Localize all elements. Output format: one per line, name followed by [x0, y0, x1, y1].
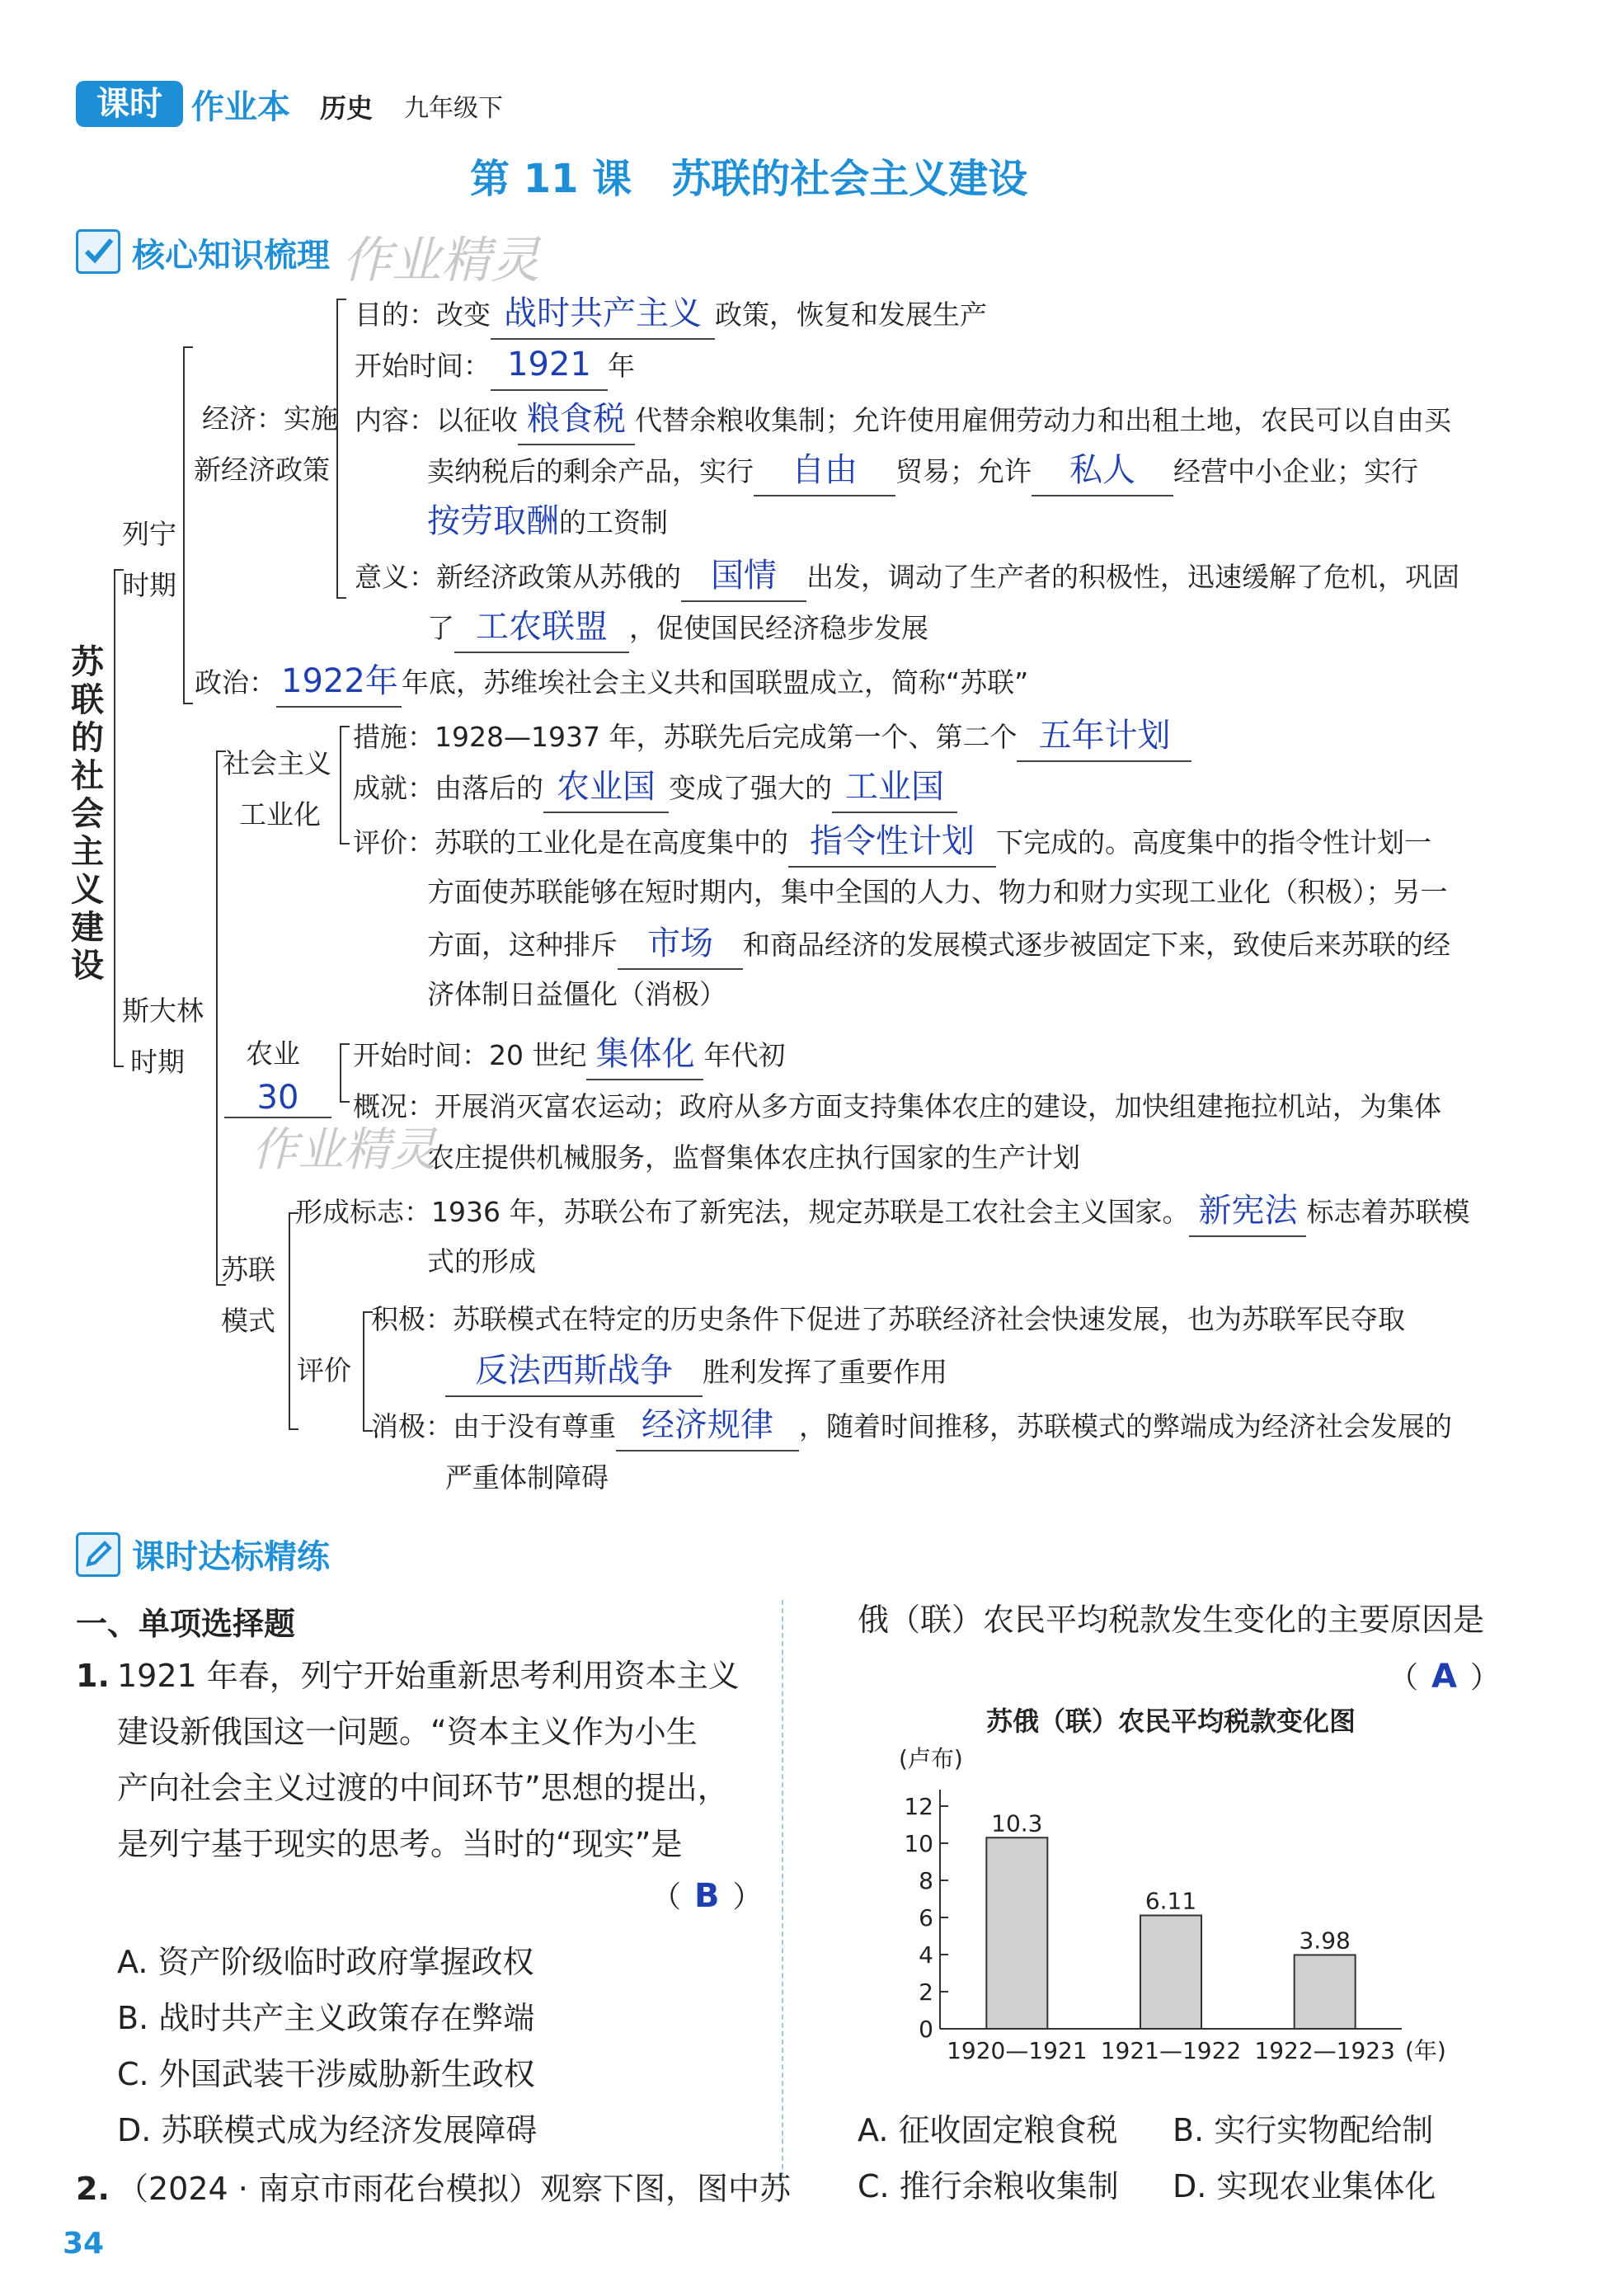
model-negative: 消极：由于没有尊重 经济规律 ，随着时间推移，苏联模式的弊端成为经济社会发展的 [371, 1400, 1452, 1451]
y-axis-label: (卢布) [899, 1745, 963, 1772]
econ-label-b: 新经济政策 [194, 454, 330, 486]
header-grade: 九年级下 [404, 94, 503, 123]
q2-option-b[interactable]: B. 实行实物配给制 [1173, 2112, 1434, 2148]
ind-evaluation-2: 方面使苏联能够在短时期内，集中全国的人力、物力和财力实现工业化（积极）；另一 [427, 876, 1448, 908]
q2-option-d[interactable]: D. 实现农业集体化 [1173, 2168, 1436, 2204]
q1-line: 产向社会主义过渡的中间环节”思想的提出， [117, 1770, 729, 1806]
bar [1140, 1916, 1201, 2029]
politics: 政治： 1922年 年底，苏维埃社会主义共和国联盟成立，简称“苏联” [195, 656, 1028, 708]
q2-line: （2024 · 南京市雨花台模拟）观察下图，图中苏 [117, 2171, 791, 2207]
model-label-b: 模式 [221, 1305, 275, 1337]
model-negative-2: 严重体制障碍 [445, 1461, 609, 1494]
x-tick-label: 1920—1921 [947, 2037, 1088, 2064]
q1-option-c[interactable]: C. 外国武装干涉威胁新生政权 [117, 2056, 535, 2092]
q1-option-a[interactable]: A. 资产阶级临时政府掌握政权 [117, 1944, 534, 1980]
q1-number: 1. [76, 1658, 110, 1694]
ind-evaluation: 评价：苏联的工业化是在高度集中的 指令性计划 下完成的。高度集中的指令性计划一 [353, 816, 1431, 868]
x-axis-unit: (年) [1405, 2037, 1446, 2064]
q2-answer-bracket: （ A ） [1389, 1658, 1500, 1696]
q1-line: 建设新俄国这一问题。“资本主义作为小生 [117, 1714, 698, 1750]
column-divider [782, 1600, 783, 2194]
ind-achievement: 成就：由落后的 农业国 变成了强大的 工业国 [353, 762, 957, 813]
tax-bar-chart [874, 1707, 1468, 2087]
section-title-knowledge: 核心知识梳理 [132, 237, 330, 275]
page-number: 34 [63, 2227, 105, 2261]
bar-value-label: 6.11 [1144, 1887, 1197, 1915]
bar-value-label: 3.98 [1299, 1927, 1351, 1955]
chart-title: 苏俄（联）农民平均税款变化图 [985, 1707, 1356, 1737]
bar [1295, 1955, 1356, 2029]
model-positive: 积极：苏联模式在特定的历史条件下促进了苏联经济社会快速发展，也为苏联军民夺取 [371, 1303, 1405, 1335]
header-title: 作业本 [191, 88, 290, 126]
q1-line: 是列宁基于现实的思考。当时的“现实”是 [117, 1826, 683, 1862]
y-tick-label: 4 [919, 1941, 933, 1969]
agri-score: 30 [224, 1079, 331, 1118]
agri-desc-2: 农庄提供机械服务，监督集体农庄执行国家的生产计划 [427, 1141, 1080, 1174]
industry-label-a: 社会主义 [223, 747, 331, 779]
agri-label: 农业 [246, 1037, 300, 1070]
logo: 课时 [76, 81, 183, 127]
model-positive-2: 反法西斯战争 胜利发挥了重要作用 [445, 1346, 947, 1397]
model-label-a: 苏联 [221, 1254, 275, 1286]
y-tick-label: 2 [919, 1978, 933, 2006]
stalin-label-b: 时期 [130, 1046, 185, 1078]
part-heading: 一、单项选择题 [76, 1606, 296, 1642]
nep-goal: 目的：改变 战时共产主义 政策，恢复和发展生产 [355, 289, 987, 340]
y-tick-label: 12 [904, 1793, 933, 1820]
pencil-icon [76, 1532, 120, 1577]
q2-option-a[interactable]: A. 征收固定粮食税 [858, 2112, 1118, 2148]
bar-value-label: 10.3 [991, 1809, 1043, 1837]
section-title-practice: 课时达标精练 [132, 1538, 330, 1576]
agri-start: 开始时间：20 世纪 集体化 年代初 [353, 1029, 785, 1080]
nep-content: 内容：以征收 粮食税 代替余粮收集制；允许使用雇佣劳动力和出租土地，农民可以自由买 [355, 394, 1451, 445]
tree-root: 苏联的社会主义建设 [71, 643, 104, 985]
q1-option-d[interactable]: D. 苏联模式成为经济发展障碍 [117, 2112, 538, 2148]
nep-start: 开始时间： 1921 年 [355, 340, 635, 391]
lenin-label-a: 列宁 [122, 518, 176, 550]
ind-evaluation-4: 济体制日益僵化（消极） [427, 978, 726, 1010]
q2-line: 俄（联）农民平均税款发生变化的主要原因是 [858, 1602, 1485, 1638]
x-tick-label: 1921—1922 [1100, 2037, 1242, 2064]
agri-desc: 概况：开展消灭富农运动；政府从多方面支持集体农庄的建设，加快组建拖拉机站，为集体 [353, 1090, 1441, 1122]
industry-label-b: 工业化 [239, 798, 321, 830]
model-eval-label: 评价 [297, 1354, 351, 1386]
lesson-title: 第 11 课 苏联的社会主义建设 [470, 156, 1028, 202]
model-formation-2: 式的形成 [427, 1245, 536, 1277]
bar [986, 1837, 1047, 2029]
q2-option-c[interactable]: C. 推行余粮收集制 [858, 2168, 1119, 2204]
nep-significance-2: 了 工农联盟 ，促使国民经济稳步发展 [427, 602, 928, 653]
y-tick-label: 8 [919, 1867, 933, 1894]
stalin-label-a: 斯大林 [122, 995, 204, 1027]
y-tick-label: 6 [919, 1904, 933, 1931]
model-formation: 形成标志：1936 年，苏联公布了新宪法，规定苏联是工农社会主义国家。 新宪法 标志着苏联模 [295, 1186, 1469, 1237]
x-tick-label: 1922—1923 [1254, 2037, 1395, 2064]
agri-watermark: 作业精灵 [251, 1123, 436, 1177]
nep-content-3: 按劳取酬的工资制 [427, 502, 668, 540]
ind-evaluation-3: 方面，这种排斥 市场 和商品经济的发展模式逐步被固定下来，致使后来苏联的经 [427, 919, 1450, 970]
nep-significance: 意义：新经济政策从苏俄的 国情 出发，调动了生产者的积极性，迅速缓解了危机，巩固 [355, 551, 1459, 602]
bracket-stalin [216, 750, 226, 1286]
lenin-label-b: 时期 [122, 569, 176, 601]
bracket-model [289, 1212, 298, 1430]
y-tick-label: 10 [904, 1830, 933, 1857]
checkbox-icon [76, 229, 120, 274]
nep-content-2: 卖纳税后的剩余产品，实行 自由 贸易；允许 私人 经营中小企业；实行 [427, 445, 1418, 496]
q1-option-b[interactable]: B. 战时共产主义政策存在弊端 [117, 2000, 535, 2036]
q1-answer-bracket: （ B ） [651, 1877, 763, 1915]
bracket-agri [340, 1043, 350, 1103]
bracket-econ [336, 299, 346, 599]
q2-number: 2. [76, 2171, 110, 2207]
bracket-lenin [183, 346, 193, 704]
ind-measure: 措施：1928—1937 年，苏联先后完成第一个、第二个 五年计划 [353, 711, 1191, 762]
q1-line: 1921 年春，列宁开始重新思考利用资本主义 [117, 1658, 740, 1694]
econ-label-a: 经济：实施 [202, 402, 338, 435]
watermark: 作业精灵 [342, 232, 540, 289]
y-tick-label: 0 [919, 2016, 933, 2043]
bracket-industry [340, 726, 350, 845]
header-subject: 历史 [320, 92, 374, 124]
